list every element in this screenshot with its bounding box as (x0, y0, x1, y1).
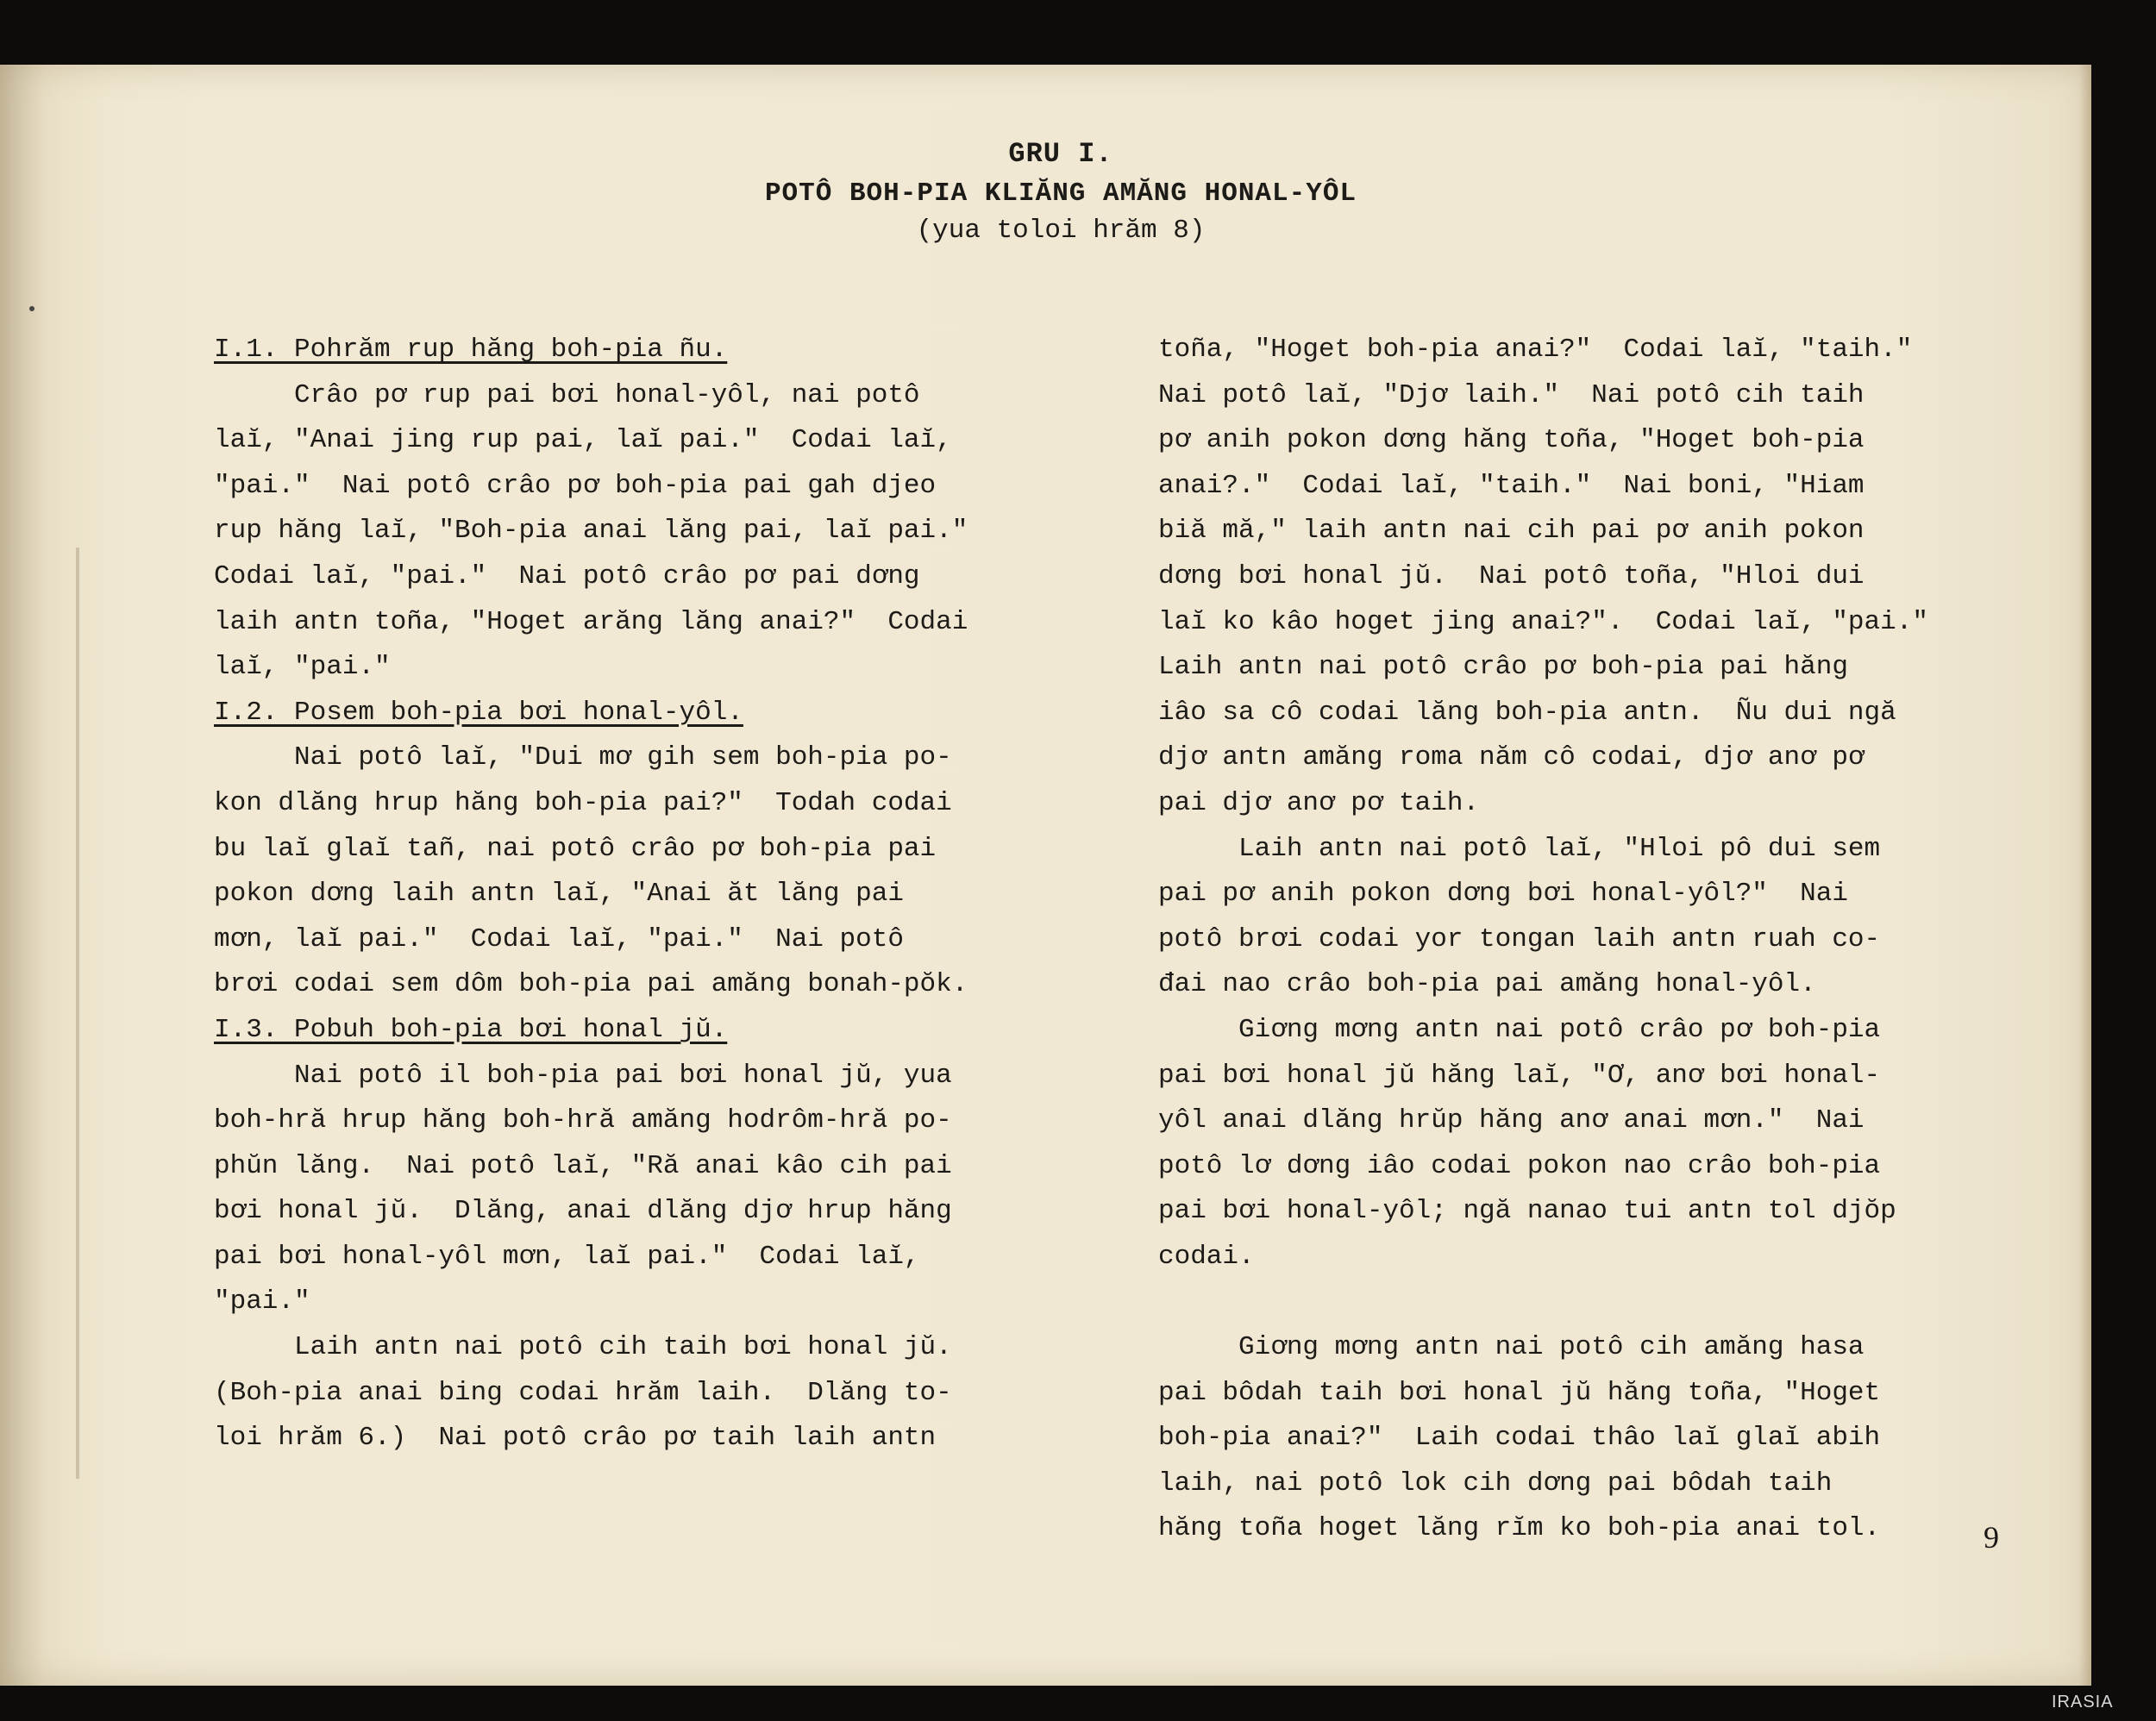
text-line: Nai potô laĭ, "Dui mơ gih sem boh-pia po- (214, 742, 952, 773)
text-line: I.2. Posem boh-pia bơi honal-yôl. (214, 697, 743, 728)
text-line: Laih antn nai potô crâo pơ boh-pia pai hăng (1158, 652, 1848, 683)
text-line: Giơng mơng antn nai potô crâo pơ boh-pia (1158, 1014, 1881, 1045)
text-line: iâo sa cô codai lăng boh-pia antn. Ñu dui ngă (1158, 697, 1896, 728)
left-text-column (214, 328, 1076, 1461)
text-line: boh-hră hrup hăng boh-hră amăng hodrôm-hră po- (214, 1105, 952, 1136)
text-line: I.1. Pohrăm rup hăng boh-pia ñu. (214, 335, 728, 365)
archive-watermark: IRASIA (2052, 1693, 2114, 1712)
text-line: yôl anai dlăng hrŭp hăng anơ anai mơn." Nai (1158, 1105, 1865, 1136)
text-line: hăng toña hoget lăng rĭm ko boh-pia anai tol. (1158, 1513, 1881, 1544)
text-line: Laih antn nai potô cih taih bơi honal jŭ. (214, 1332, 952, 1363)
text-line: codai. (1158, 1241, 1255, 1272)
text-line: pơ anih pokon dơng hăng toña, "Hoget boh-pia (1158, 425, 1865, 456)
text-line: Giơng mơng antn nai potô cih amăng hasa (1158, 1332, 1865, 1363)
text-line: brơi codai sem dôm boh-pia pai amăng bonah-pŏk. (214, 969, 968, 1000)
page-edge-shadow (2079, 65, 2091, 1686)
page-number: 9 (1984, 1520, 1999, 1555)
text-line: potô lơ dơng iâo codai pokon nao crâo boh-pia (1158, 1150, 1881, 1181)
text-line: Nai potô laĭ, "Djơ laih." Nai potô cih taih (1158, 379, 1865, 410)
text-line: pai djơ anơ pơ taih. (1158, 787, 1480, 818)
text-line: bu laĭ glaĭ tañ, nai potô crâo pơ boh-pia pai (214, 833, 937, 864)
text-line: laih antn toña, "Hoget arăng lăng anai?" Codai (214, 606, 968, 637)
ink-dot (29, 306, 34, 311)
text-line: I.3. Pobuh boh-pia bơi honal jŭ. (214, 1014, 728, 1045)
text-line (1158, 1280, 2072, 1325)
text-line: djơ antn amăng roma năm cô codai, djơ anơ pơ (1158, 742, 1865, 773)
spine-crease (76, 548, 79, 1479)
right-text-column (1158, 328, 2072, 1552)
text-line: laĭ, "Anai jing rup pai, laĭ pai." Codai laĭ, (214, 425, 952, 456)
text-line: phŭn lăng. Nai potô laĭ, "Ră anai kâo cih pai (214, 1150, 952, 1181)
text-line: potô brơi codai yor tongan laih antn ruah co- (1158, 923, 1881, 954)
text-line: Codai laĭ, "pai." Nai potô crâo pơ pai dơng (214, 560, 920, 591)
text-line: mơn, laĭ pai." Codai laĭ, "pai." Nai potô (214, 923, 904, 954)
text-line: pokon dơng laih antn laĭ, "Anai ăt lăng pai (214, 879, 904, 910)
text-line: laih, nai potô lok cih dơng pai bôdah taih (1158, 1468, 1833, 1499)
book-spine-shadow (0, 65, 112, 1686)
text-line: toña, "Hoget boh-pia anai?" Codai laĭ, "taih." (1158, 335, 1913, 365)
text-line: Laih antn nai potô laĭ, "Hloi pô dui sem (1158, 833, 1881, 864)
text-line: rup hăng laĭ, "Boh-pia anai lăng pai, laĭ pai." (214, 516, 968, 547)
chapter-heading: GRU I. (1008, 138, 1113, 170)
text-line: loi hrăm 6.) Nai potô crâo pơ taih laih antn (214, 1423, 937, 1454)
text-line: laĭ, "pai." (214, 652, 391, 683)
text-line: pai bơi honal-yôl mơn, laĭ pai." Codai laĭ, (214, 1241, 920, 1272)
text-line: pai bôdah taih bơi honal jŭ hăng toña, "Hoget (1158, 1377, 1881, 1408)
text-line: boh-pia anai?" Laih codai thâo laĭ glaĭ abih (1158, 1423, 1881, 1454)
chapter-title: POTÔ BOH-PIA KLIĂNG AMĂNG HONAL-YÔL (764, 178, 1357, 209)
text-line: biă mă," laih antn nai cih pai pơ anih pokon (1158, 516, 1865, 547)
text-line: kon dlăng hrup hăng boh-pia pai?" Todah codai (214, 787, 952, 818)
text-line: pai bơi honal jŭ hăng laĭ, "Ơ, anơ bơi honal- (1158, 1060, 1881, 1091)
text-line: laĭ ko kâo hoget jing anai?". Codai laĭ, "pai." (1158, 606, 1928, 637)
text-line: bơi honal jŭ. Dlăng, anai dlăng djơ hrup hăng (214, 1196, 952, 1227)
text-line: đai nao crâo boh-pia pai amăng honal-yôl. (1158, 969, 1816, 1000)
text-line: "pai." (214, 1286, 310, 1317)
text-line: "pai." Nai potô crâo pơ boh-pia pai gah djeo (214, 470, 937, 501)
text-line: (Boh-pia anai bing codai hrăm laih. Dlăng to- (214, 1377, 952, 1408)
chapter-subtitle: (yua toloi hrăm 8) (916, 216, 1206, 246)
text-line: Crâo pơ rup pai bơi honal-yôl, nai potô (214, 379, 920, 410)
text-line: Nai potô il boh-pia pai bơi honal jŭ, yua (214, 1060, 952, 1091)
text-line: anai?." Codai laĭ, "taih." Nai boni, "Hiam (1158, 470, 1865, 501)
text-line: dơng bơi honal jŭ. Nai potô toña, "Hloi dui (1158, 560, 1865, 591)
text-line: pai pơ anih pokon dơng bơi honal-yôl?" Nai (1158, 879, 1848, 910)
text-line: pai bơi honal-yôl; ngă nanao tui antn tol djŏp (1158, 1196, 1896, 1227)
